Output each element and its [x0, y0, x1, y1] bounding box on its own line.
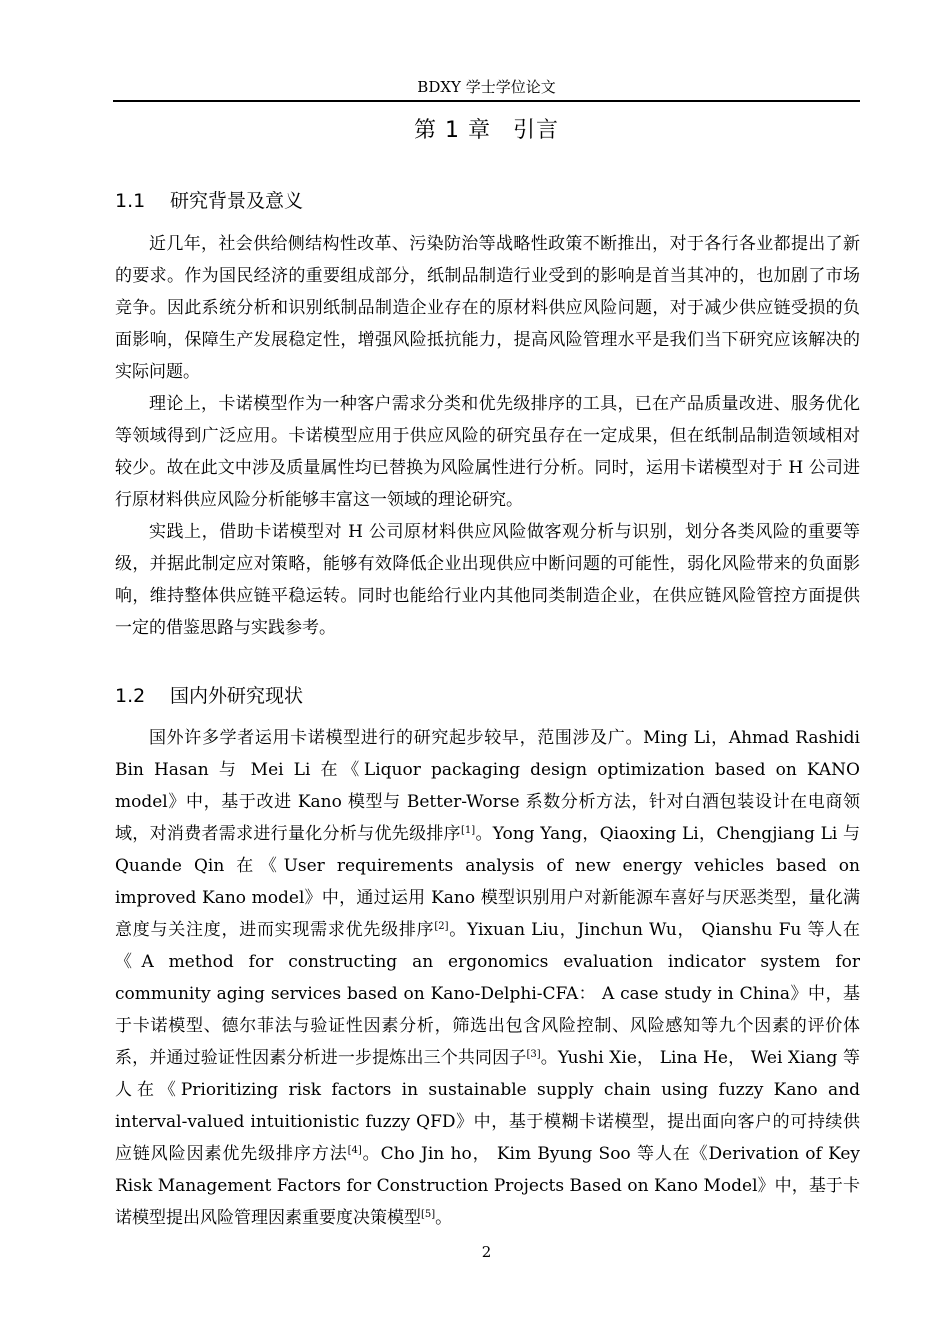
section-number: 1.1	[115, 190, 146, 212]
citation-ref-1[interactable]: [1]	[460, 825, 476, 836]
chapter-name: 引言	[512, 118, 559, 143]
running-header: BDXY 学士学位论文	[417, 78, 556, 96]
section-title: 国内外研究现状	[170, 685, 304, 707]
section-body-1-1	[115, 228, 860, 644]
page-number: 2	[481, 1243, 492, 1261]
paragraph-theory: 理论上，卡诺模型作为一种客户需求分类和优先级排序的工具，已在产品质量改进、服务优化等领域得到广泛应用。卡诺模型应用于供应风险的研究虽存在一定成果，但在纸制品制造领域相对较少。故在此文中涉及质量属性均已替换为风险属性进行分析。同时，运用卡诺模型对于 H 公司进行原材料供应风险分析能够丰富这一领域的理论研究。	[115, 394, 860, 510]
text-segment: 。Cho Jin ho， Kim Byung Soo 等人在《Derivation of Key Risk Management Factors for Construction Projects Based on Kano Model》中，基于卡诺模型提出风险管理因素重要度决策模型	[115, 1144, 861, 1228]
section-title: 研究背景及意义	[170, 190, 304, 212]
paragraph-background: 近几年，社会供给侧结构性改革、污染防治等战略性政策不断推出，对于各行各业都提出了新的要求。作为国民经济的重要组成部分，纸制品制造行业受到的影响是首当其冲的，也加剧了市场竞争。因此系统分析和识别纸制品制造企业存在的原材料供应风险问题，对于减少供应链受损的负面影响，保障生产发展稳定性，增强风险抵抗能力，提高风险管理水平是我们当下研究应该解决的实际问题。	[115, 234, 860, 382]
section-number: 1.2	[115, 685, 146, 707]
citation-ref-4[interactable]: [4]	[347, 1145, 362, 1156]
text-segment: 。Yixuan Liu，Jinchun Wu， Qianshu Fu 等人在《A method for constructing an ergonomics evaluation indicator system for community aging services based on Kano-Delphi-CFA： A case study in China》中，基于卡诺模型、德尔菲法与验证性因素分析，筛选出包含风险控制、风险感知等九个因素的评价体系，并通过验证性因素分析进一步提炼出三个共同因子	[115, 920, 860, 1068]
citation-ref-2[interactable]: [2]	[434, 921, 449, 932]
paragraph-practice: 实践上，借助卡诺模型对 H 公司原材料供应风险做客观分析与识别，划分各类风险的重要等级，并据此制定应对策略，能够有效降低企业出现供应中断问题的可能性，弱化风险带来的负面影响，维持整体供应链平稳运转。同时也能给行业内其他同类制造企业，在供应链风险管控方面提供一定的借鉴思路与实践参考。	[115, 522, 860, 638]
header-rule	[113, 100, 860, 102]
text-segment: 。	[435, 1208, 453, 1228]
paragraph-literature-review	[115, 722, 860, 1234]
citation-ref-5[interactable]: [5]	[421, 1209, 436, 1220]
chapter-number: 第 1 章	[414, 118, 491, 143]
text-segment: 国外许多学者运用卡诺模型进行的研究起步较早，范围涉及广。Ming Li，Ahmad Rashidi Bin Hasan 与 Mei Li 在《Liquor packaging design optimization based on KANO model》中，基于改进 Kano 模型与 Better-Worse 系数分析方法，针对白酒包装设计在电商领域，对消费者需求进行量化分析与优先级排序	[115, 728, 860, 844]
text-segment: 。Yushi Xie， Lina He， Wei Xiang 等人在《Prioritizing risk factors in sustainable supply chain using fuzzy Kano and interval-valued intuitionistic fuzzy QFD》中，基于模糊卡诺模型，提出面向客户的可持续供应链风险因素优先级排序方法	[115, 1048, 860, 1164]
section-heading-1-1	[115, 188, 303, 214]
citation-ref-3[interactable]: [3]	[526, 1049, 541, 1060]
section-heading-1-2	[115, 683, 303, 709]
chapter-title	[113, 116, 860, 146]
text-segment: 。Yong Yang，Qiaoxing Li，Chengjiang Li 与 Quande Qin 在《User requirements analysis of new energy vehicles based on improved Kano model》中，通过运用 Kano 模型识别用户对新能源车喜好与厌恶类型，量化满意度与关注度，进而实现需求优先级排序	[115, 824, 860, 940]
section-body-1-2	[115, 722, 860, 1234]
